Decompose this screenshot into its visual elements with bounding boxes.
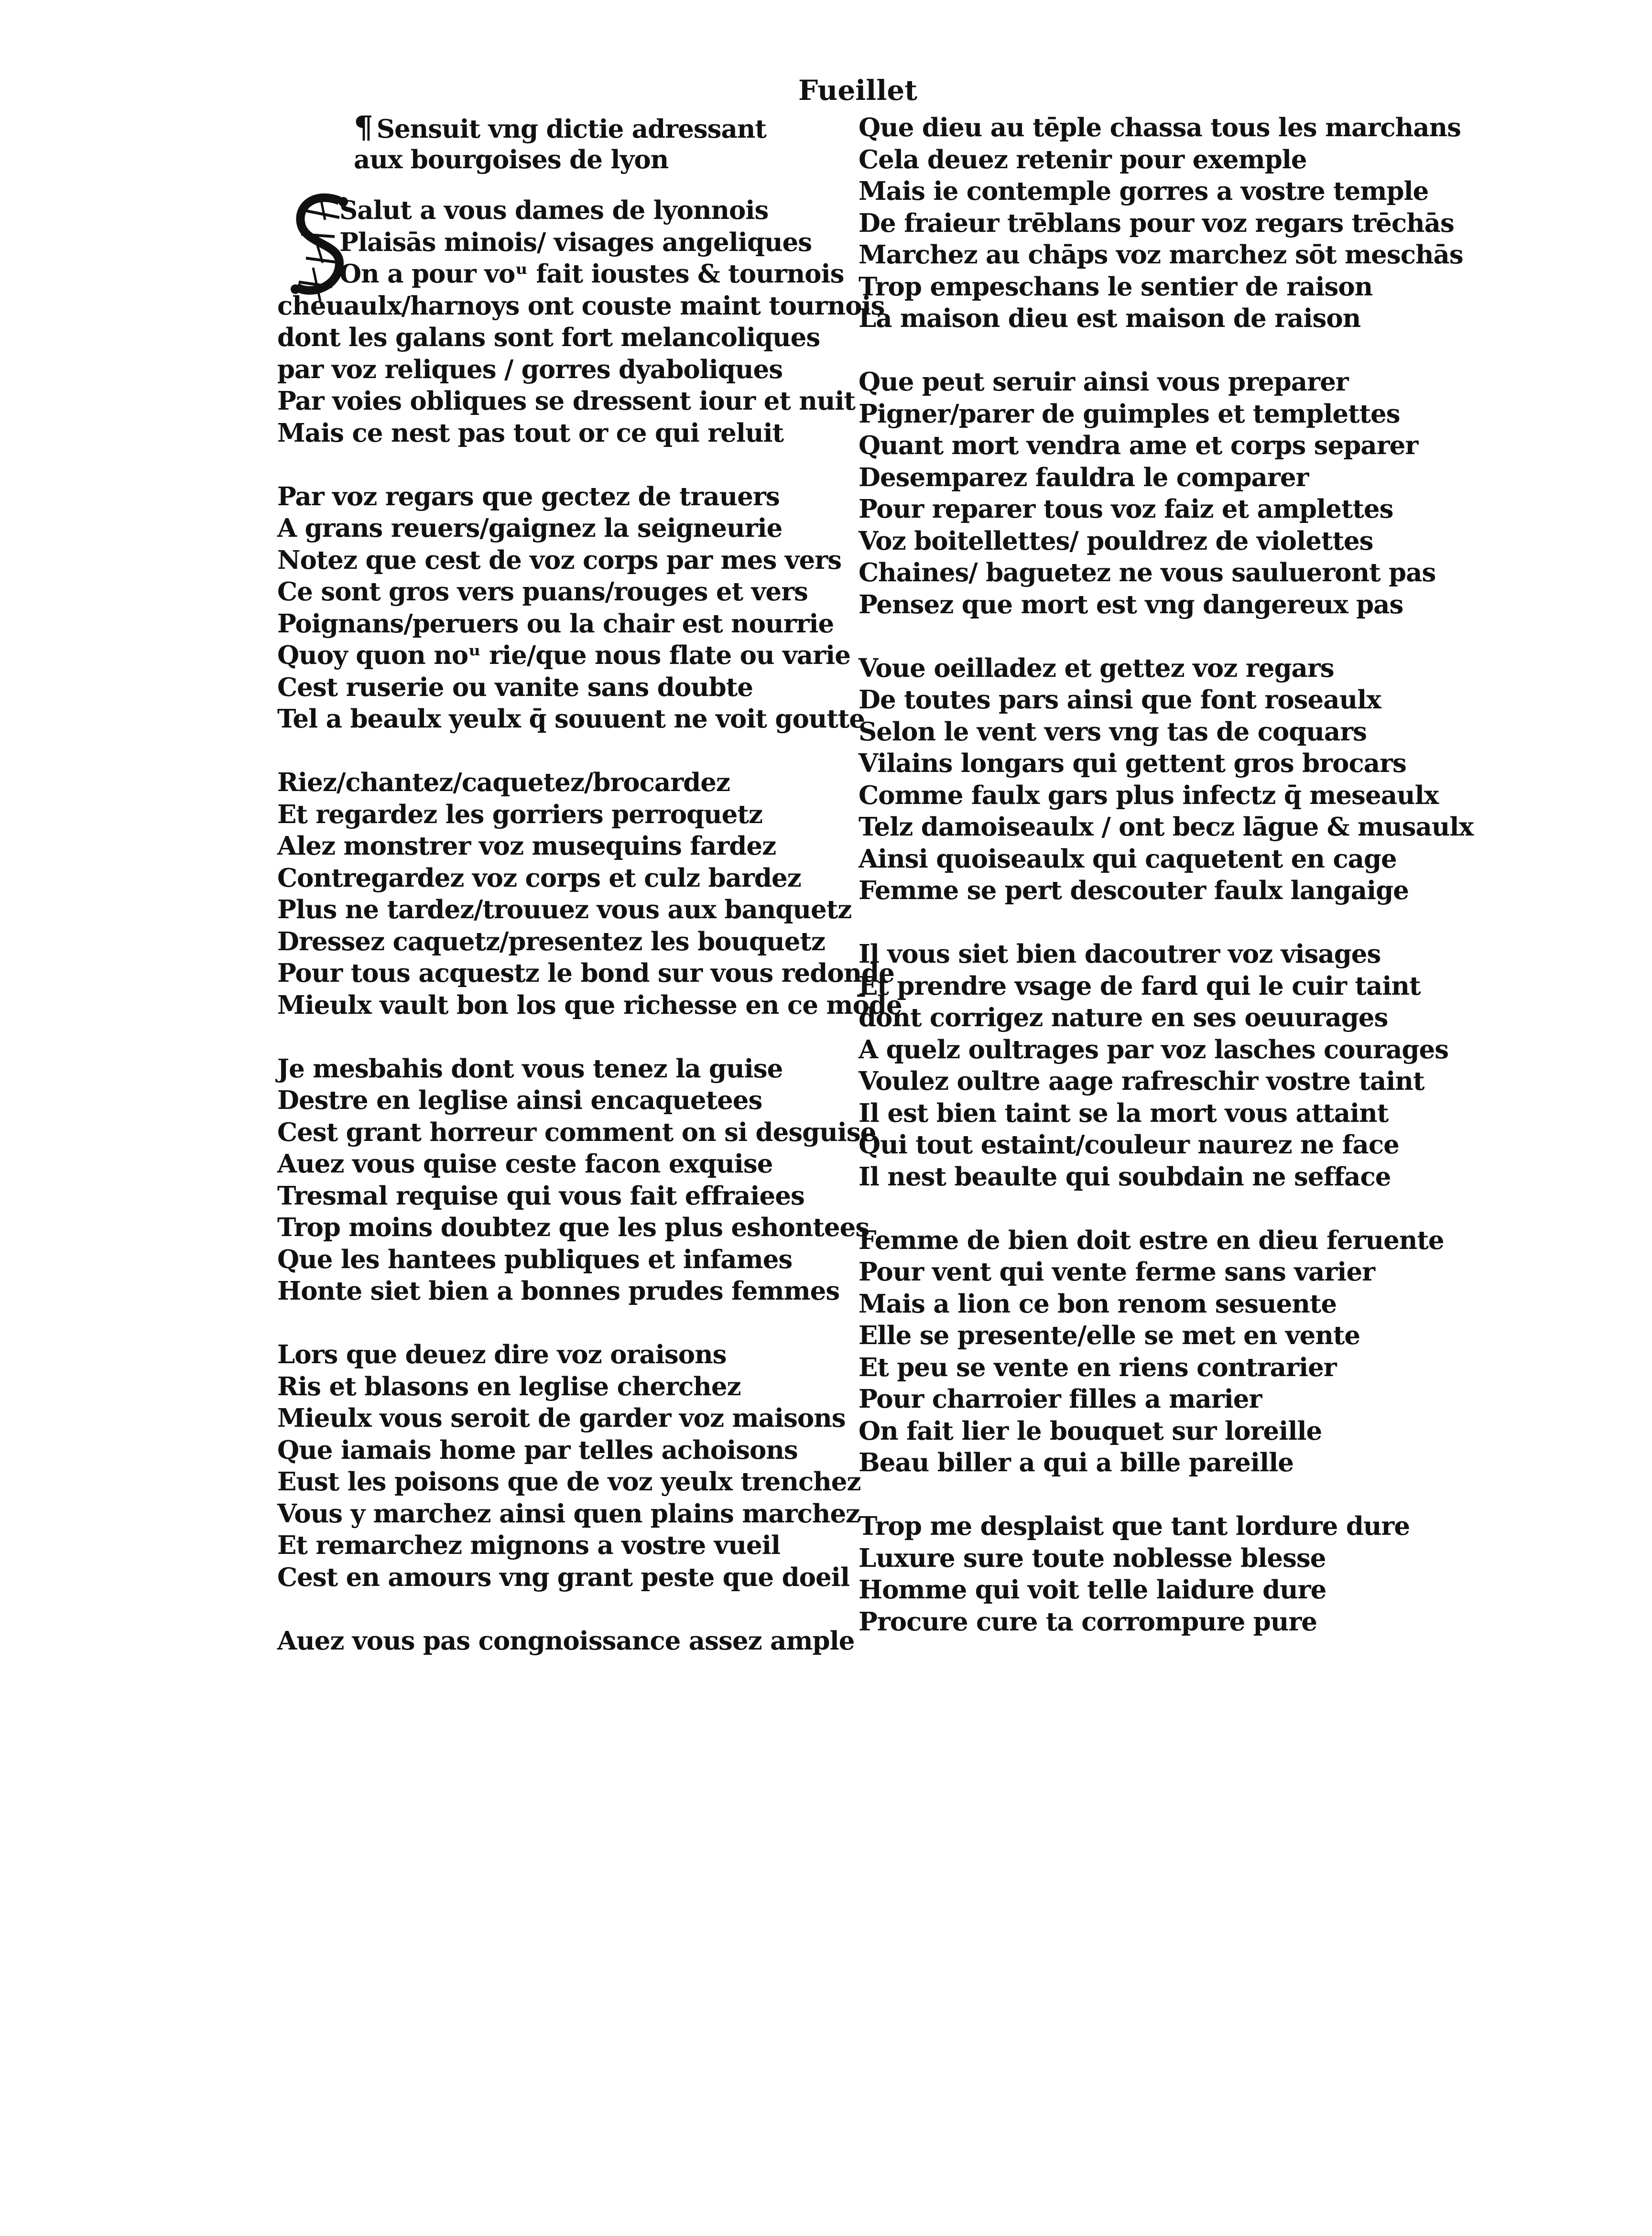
- verse-line: Et peu se vente en riens contrarier: [859, 1352, 1337, 1382]
- stanza-gap: [859, 1479, 1432, 1511]
- stanza: [277, 481, 865, 735]
- verse-line: par voz reliques / gorres dyaboliques: [277, 354, 783, 384]
- stanza: [277, 1053, 876, 1307]
- verse-line: Trop moins doubtez que les plus eshontees: [277, 1213, 869, 1242]
- verse-line: Par voz regars que gectez de trauers: [277, 481, 780, 511]
- verse-line: Il vous siet bien dacoutrer voz visages: [859, 939, 1381, 969]
- stanza-gap: [859, 620, 1432, 652]
- pilcrow-icon: ¶: [354, 109, 373, 145]
- heading-line-2: aux bourgoises de lyon: [354, 144, 669, 174]
- verse-line: Auez vous pas congnoissance assez ample: [277, 1626, 855, 1656]
- stanza: [859, 112, 1463, 335]
- verse-line: Tel a beaulx yeulx q̄ souuent ne voit goutte: [277, 704, 865, 734]
- verse-line: Quant mort vendra ame et corps separer: [859, 431, 1418, 460]
- verse-line: Trop me desplaist que tant lordure dure: [859, 1511, 1410, 1541]
- stanza: [859, 366, 1436, 620]
- verse-line: Pour vent qui vente ferme sans varier: [859, 1257, 1375, 1287]
- verse-line: Tresmal requise qui vous fait effraiees: [277, 1181, 804, 1211]
- verse-line: Par voies obliques se dressent iour et nuit: [277, 386, 856, 416]
- verse-line: Mais ce nest pas tout or ce qui reluit: [277, 418, 784, 448]
- stanza: [277, 767, 902, 1021]
- verse-line: Que les hantees publiques et infames: [277, 1244, 793, 1274]
- stanza: [277, 195, 885, 449]
- verse-line: Cest ruserie ou vanite sans doubte: [277, 672, 753, 702]
- verse-line: Mieulx vous seroit de garder voz maisons: [277, 1403, 846, 1433]
- verse-line: Contregardez voz corps et culz bardez: [277, 863, 801, 893]
- verse-line: Et regardez les gorriers perroquetz: [277, 799, 762, 829]
- verse-line: Je mesbahis dont vous tenez la guise: [277, 1053, 783, 1084]
- stanza: [277, 1625, 855, 1657]
- stanza: [859, 938, 1449, 1193]
- stanza: [859, 652, 1474, 907]
- verse-line: Et prendre vsage de fard qui le cuir taint: [859, 971, 1421, 1001]
- stanza-gap: [277, 1307, 851, 1339]
- verse-line: Cest grant horreur comment on si desguise: [277, 1117, 876, 1147]
- verse-line: Vilains longars qui gettent gros brocars: [859, 749, 1406, 778]
- stanza-gap: [277, 1593, 851, 1625]
- heading-line-1: [277, 109, 851, 145]
- verse-line: Mieulx vault bon los que richesse en ce mōde: [277, 990, 902, 1020]
- left-stanzas: [277, 195, 902, 1657]
- verse-line: Chaines/ baguetez ne vous saulueront pas: [859, 558, 1436, 587]
- verse-line: Pour reparer tous voz faiz et amplettes: [859, 494, 1393, 524]
- verse-line: Destre en leglise ainsi encaquetees: [277, 1085, 762, 1115]
- verse-line: Plaisās minois/ visages angeliques: [339, 227, 812, 257]
- spacer: [277, 175, 851, 195]
- verse-line: Poignans/peruers ou la chair est nourrie: [277, 608, 834, 639]
- verse-line: Que dieu au tēple chassa tous les marchans: [859, 113, 1461, 142]
- verse-line: Comme faulx gars plus infectz q̄ meseaulx: [859, 780, 1439, 810]
- verse-line: Alez monstrer voz musequins fardez: [277, 831, 776, 861]
- stanza: [859, 1510, 1432, 1638]
- stanza-gap: [277, 449, 851, 481]
- verse-line: Et remarchez mignons a vostre vueil: [277, 1530, 781, 1560]
- verse-line: Que peut seruir ainsi vous preparer: [859, 367, 1348, 397]
- verse-line: Voue oeilladez et gettez voz regars: [859, 653, 1334, 683]
- verse-line: Ce sont gros vers puans/rouges et vers: [277, 577, 808, 607]
- verse-line: Cela deuez retenir pour exemple: [859, 144, 1307, 174]
- folio-header: Fueillet: [798, 74, 918, 107]
- verse-line: Homme qui voit telle laidure dure: [859, 1575, 1326, 1605]
- verse-line: Voz boitellettes/ pouldrez de violettes: [859, 526, 1373, 556]
- stanza: [277, 1339, 861, 1593]
- verse-line: Mais a lion ce bon renom sesuente: [859, 1289, 1337, 1319]
- verse-line: Vous y marchez ainsi quen plains marchez: [277, 1498, 860, 1529]
- verse-line: Voulez oultre aage rafreschir vostre taint: [859, 1066, 1424, 1096]
- verse-line: Honte siet bien a bonnes prudes femmes: [277, 1276, 840, 1306]
- stanza-gap: [277, 735, 851, 767]
- verse-line: A quelz oultrages par voz lasches courages: [859, 1034, 1449, 1064]
- verse-line: Eust les poisons que de voz yeulx trenchez: [277, 1467, 861, 1497]
- verse-line: Beau biller a qui a bille pareille: [859, 1448, 1293, 1477]
- verse-line: Elle se presente/elle se met en vente: [859, 1321, 1360, 1350]
- verse-line: dont les galans sont fort melancoliques: [277, 323, 820, 352]
- verse-line: dont corrigez nature en ses oeuurages: [859, 1003, 1388, 1032]
- verse-line: cheuaulx/harnoys ont couste maint tournois: [277, 291, 885, 321]
- verse-line: Ris et blasons en leglise cherchez: [277, 1371, 741, 1401]
- verse-line: Il est bien taint se la mort vous attaint: [859, 1098, 1389, 1128]
- right-column: [859, 112, 1474, 1638]
- verse-line: De fraieur trēblans pour voz regars trēchās: [859, 208, 1454, 238]
- verse-line: On a pour voᵘ fait ioustes & tournois: [339, 259, 844, 289]
- verse-line: Mais ie contemple gorres a vostre temple: [859, 176, 1429, 206]
- verse-line: Quoy quon noᵘ rie/que nous flate ou varie: [277, 640, 850, 670]
- verse-line: Desemparez fauldra le comparer: [859, 462, 1309, 492]
- verse-line: Procure cure ta corrompure pure: [859, 1606, 1317, 1637]
- verse-line: De toutes pars ainsi que font roseaulx: [859, 685, 1381, 715]
- verse-line: Telz damoiseaulx / ont becz lāgue & musaulx: [859, 812, 1474, 842]
- verse-line: Femme de bien doit estre en dieu feruente: [859, 1225, 1444, 1255]
- verse-line: Pigner/parer de guimples et templettes: [859, 399, 1400, 429]
- verse-line: Selon le vent vers vng tas de coquars: [859, 716, 1367, 747]
- verse-line: Cest en amours vng grant peste que doeil: [277, 1562, 849, 1592]
- verse-line: Plus ne tardez/trouuez vous aux banquetz: [277, 895, 852, 924]
- verse-line: Salut a vous dames de lyonnois: [339, 195, 769, 225]
- verse-line: Ainsi quoiseaulx qui caquetent en cage: [859, 844, 1397, 874]
- verse-line: Pensez que mort est vng dangereux pas: [859, 589, 1403, 619]
- verse-line: Dressez caquetz/presentez les bouquetz: [277, 926, 825, 956]
- verse-line: Marchez au chāps voz marchez sōt meschās: [859, 240, 1463, 270]
- verse-line: Pour charroier filles a marier: [859, 1384, 1262, 1414]
- stanza: [859, 1225, 1444, 1479]
- verse-line: La maison dieu est maison de raison: [859, 304, 1361, 333]
- left-column: [277, 109, 902, 1657]
- verse-line: Trop empeschans le sentier de raison: [859, 271, 1373, 302]
- verse-line: Que iamais home par telles achoisons: [277, 1435, 798, 1465]
- stanza-gap: [277, 1021, 851, 1053]
- verse-line: Notez que cest de voz corps par mes vers: [277, 545, 842, 575]
- stanza-gap: [859, 907, 1432, 939]
- verse-line: Riez/chantez/caquetez/brocardez: [277, 768, 730, 797]
- verse-line: Femme se pert descouter faulx langaige: [859, 876, 1409, 905]
- heading-text-1: Sensuit vng dictie adressant: [376, 114, 766, 144]
- verse-line: Luxure sure toute noblesse blesse: [859, 1543, 1326, 1573]
- verse-line: Lors que deuez dire voz oraisons: [277, 1340, 727, 1369]
- verse-line: A grans reuers/gaignez la seigneurie: [277, 513, 783, 543]
- right-stanzas: [859, 112, 1474, 1638]
- stanza-gap: [859, 335, 1432, 367]
- verse-line: Auez vous quise ceste facon exquise: [277, 1149, 773, 1179]
- stanza-gap: [859, 1193, 1432, 1225]
- verse-line: Pour tous acquestz le bond sur vous redonde: [277, 958, 894, 988]
- verse-line: On fait lier le bouquet sur loreille: [859, 1416, 1322, 1446]
- verse-line: Qui tout estaint/couleur naurez ne face: [859, 1130, 1399, 1160]
- verse-line: Il nest beaulte qui soubdain ne seffacе: [859, 1161, 1391, 1192]
